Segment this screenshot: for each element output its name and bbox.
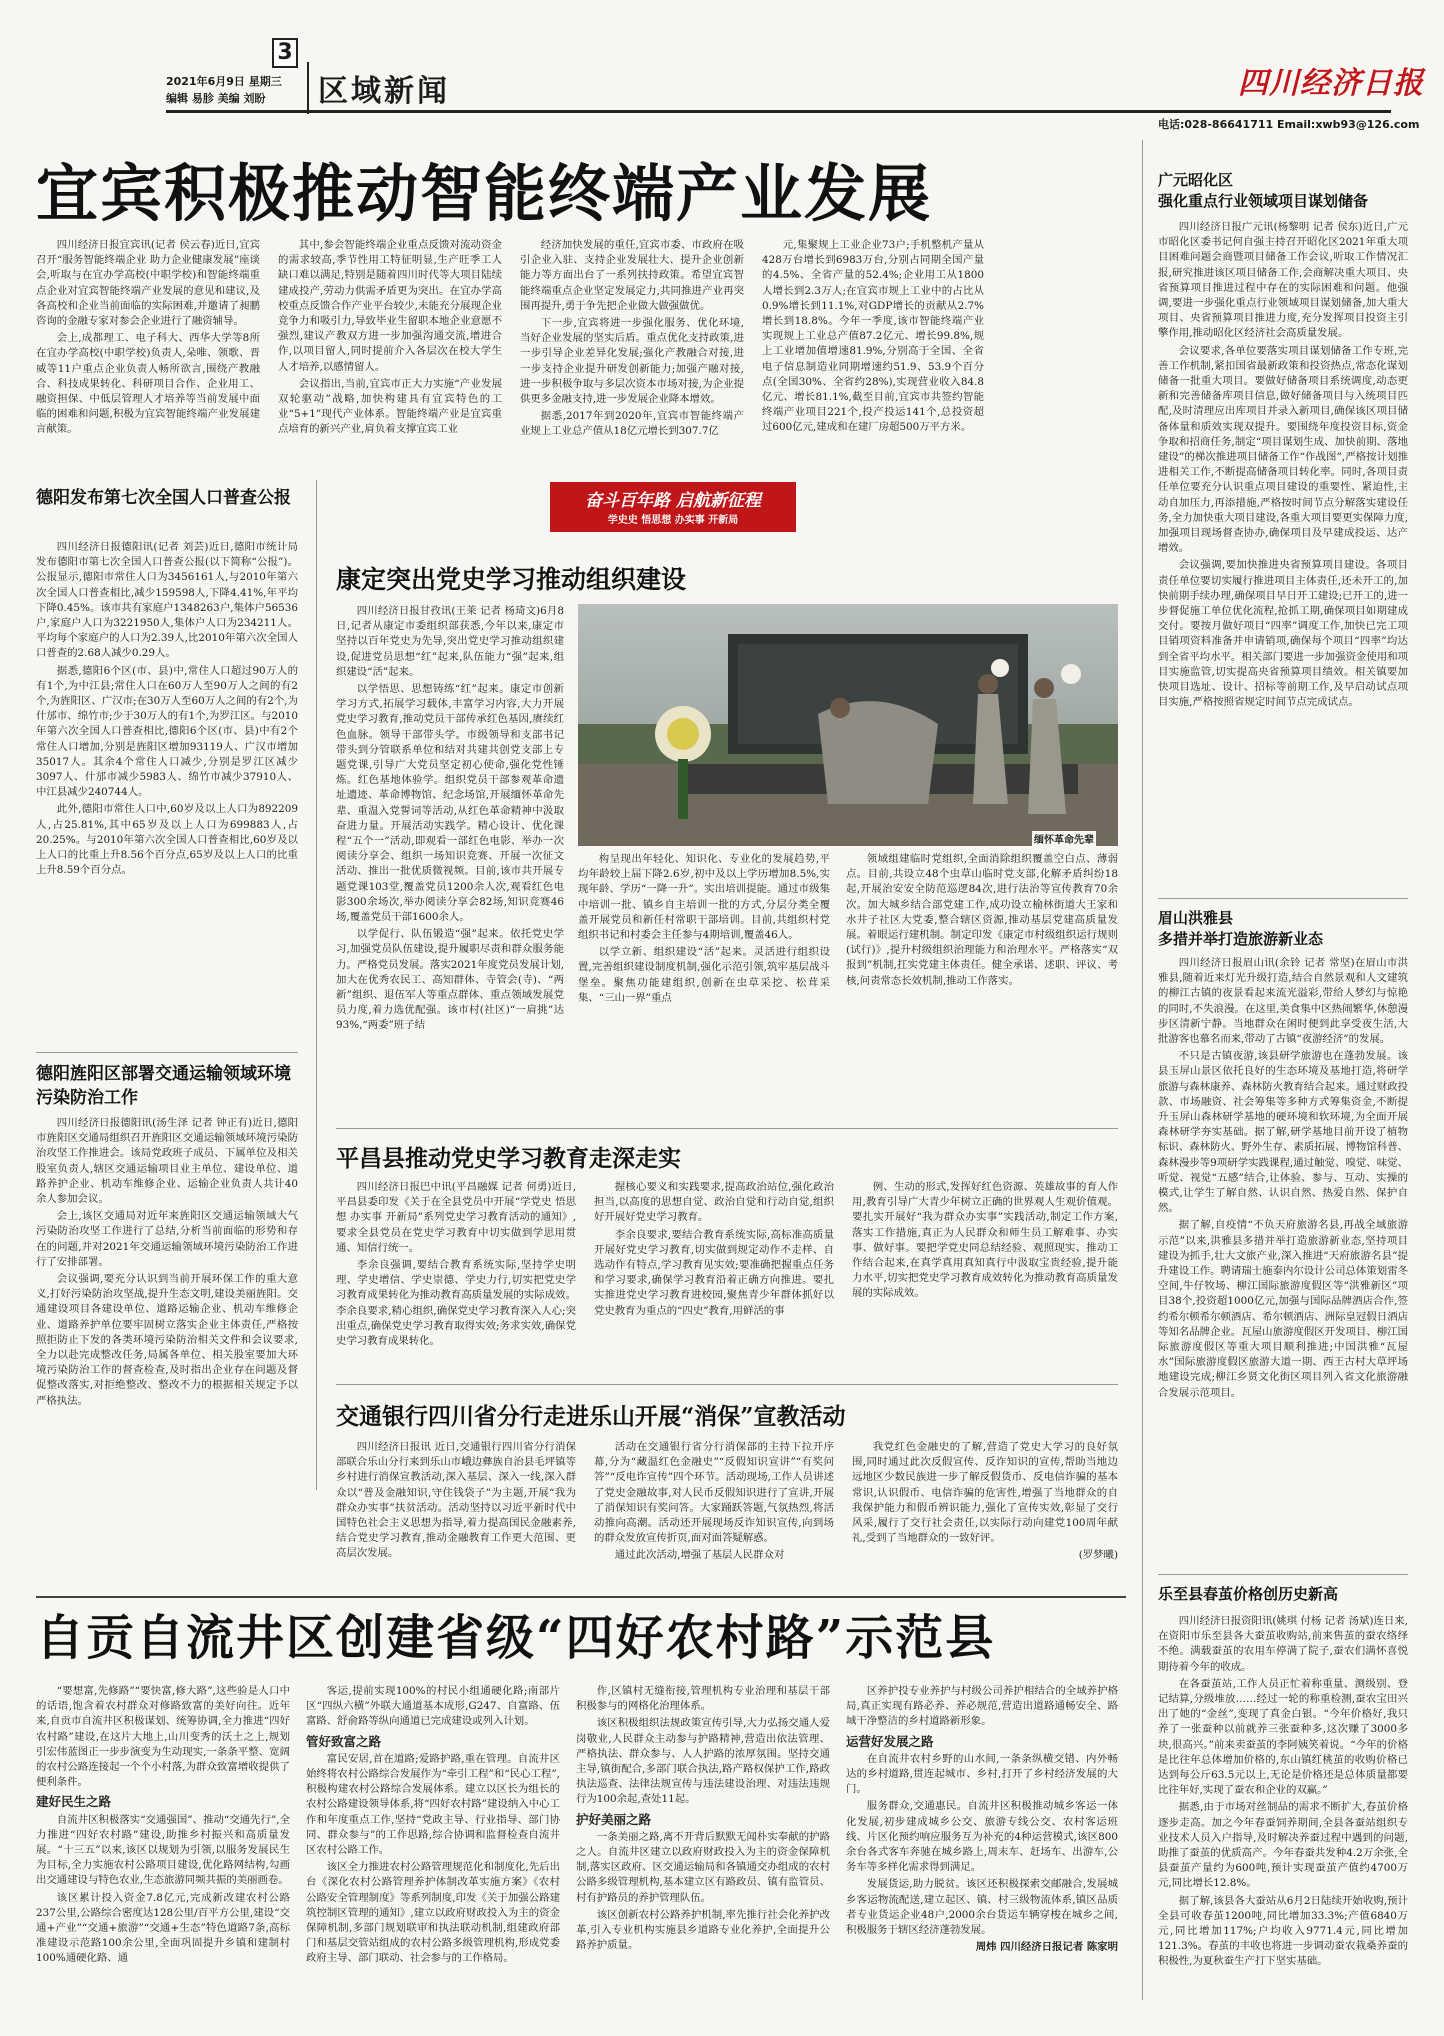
editor-line: 编辑 易胗 美编 刘盼 <box>166 92 266 105</box>
zigong-c2-p1: 客运,提前实现100%的村民小组通硬化路;南部片区“四纵六横”外联大通道基本成形,G247、自富路、伍富路、舒俞路等纵向通道已完成建设或列入计划。 <box>306 1685 560 1728</box>
zigong-col-1 <box>36 1684 290 2024</box>
pingchang-c3-p1: 例、生动的形式,发挥好红色资源、英雄故事的育人作用,教育引导广大青少年树立正确的世界观人生观价值观。要扎实开展好“我为群众办实事”实践活动,制定工作方案,落实工作措施,真正为人民群众和师生员工解难事、办实事、做好事。要把学党史同总结经验、观照现实、推动工作结合起来,在真学真用真知真行中汲取宝贵经验,提升能力水平,切实把党史学习教育成效转化为推动教育高质量发展的实际成效。 <box>852 1181 1118 1300</box>
jiaotong-col-1 <box>336 1440 576 1590</box>
leshan-headline: 乐至县春茧价格创历史新高 <box>1158 1585 1339 1603</box>
lead-c1-p1: 四川经济日报宜宾讯(记者 侯云春)近日,宜宾召开“服务智能终端企业 助力企业健康发展”座谈会,听取与在宜办学高校(中职学校)和智能终端重点企业对宜宾智能终端产业发展的意见和建议,及各高校和企业当前面临的实际困难,并邀请了昶鹏咨询的金融专家对参会企业进行了融资辅导。 <box>36 239 260 328</box>
leshan-p2: 在各蚕茧站,工作人员正忙着称重量、测级别、登记结算,分级堆放……经过一轮的称重检测,蚕农宝田兴出了她的“金丝”,变现了真金白银。“今年价格好,我只养了一张蚕种以前就养三张蚕种多,这次赚了3000多块,很高兴。”前来卖蚕茧的李阿姨笑着说。“今年的价格是比往年总体增加价格的,东山镇红桃茧的收购价格已达到每公斤63.5元以上,无论是价格还是总体质量都要比往年好,实现了蚕农和企业的双赢。” <box>1158 1677 1408 1797</box>
divider-meishan <box>1158 1574 1408 1575</box>
deyang-p1: 四川经济日报德阳讯(记者 刘芸)近日,德阳市统计局发布德阳市第七次全国人口普查公报(以下简称“公报”)。公报显示,德阳市常住人口为3456161人,与2010年第六次全国人口普查相比,减少159598人,下降4.41%,年平均下降0.45%。该市共有家庭户1348263户,集体户56536户,家庭户人口为3221950人,集体户人口为234211人。平均每个家庭户的人口为2.39人,比2010年第六次全国人口普查的2.68人减少0.29人。 <box>36 541 298 660</box>
pingchang-col-2 <box>594 1180 834 1380</box>
masthead-rule <box>166 110 1391 113</box>
zigong-c3-p4: 该区创新农村公路养护机制,率先推行社会化养护改革,引入专业机构实施县乡道路专业化养护,全面提升公路养护质量。 <box>576 1908 830 1952</box>
zigong-c3-p1: 作,区镇村无缝衔接,管理机构专业治理和基层干部积极参与的网格化治理体系。 <box>576 1685 830 1713</box>
deyang-p3: 此外,德阳市常住人口中,60岁及以上人口为892209人,占25.81%,其中65岁及以上人口为699883人,占20.25%。与2010年第六次全国人口普查相比,60岁及以上人口的比重上升8.56个百分点,65岁及以上人口的比重上升8.59个百分点。 <box>36 803 298 877</box>
meishan-p2: 不只是古镇夜游,该县研学旅游也在蓬勃发展。该县玉屏山景区依托良好的生态环境及基地打造,将研学旅游与森林康养、森林防火教育结合起来。通过财政投款、市场融资、社会筹集等多种方式筹集资金,不断提升玉屏山森林研学基地的硬环境和软环境,为全面开展森林研学夯实基础。据了解,研学基地目前开设了植物标识、森林防火、野外生存、素质拓展、博物馆科普、森林漫步等9项研学实践课程,通过触觉、嗅觉、味觉、听觉、视觉“五感”结合,让体验、参与、互动、实操的模式,让学生了解自然、认识自然、热爱自然、保护自然。 <box>1158 1050 1408 1215</box>
zigong-col-4 <box>846 1684 1118 2024</box>
kangding-c3-p1: 领域组建临时党组织,全面消除组织覆盖空白点、薄弱点。目前,共设立48个虫草山临时党支部,化解矛盾纠纷18起,开展治安安全防范巡逻84次,进行法治等宣传教育70余次。加大城乡结合部党建工作,成功设立榆林街道大王家和水井子社区大党委,整合辖区资源,推动基层党建高质量发展。着眼运行建机制。制定印发《康定市村级组织运行规则(试行)》,提升村级组织治理能力和治理水平。严格落实“双报到”机制,扛实党建主体责任。健全承诺、述职、评议、考核,问责常态长效机制,推动工作落实。 <box>846 853 1118 987</box>
pingchang-headline: 平昌县推动党史学习教育走深走实 <box>336 1145 681 1172</box>
zigong-c4-byline: 周炜 四川经济日报记者 陈家明 <box>975 1941 1118 1954</box>
leshan-p3: 据悉,由于市场对丝制品的需求不断扩大,春茧价格逐步走高。加之今年春蚕饲养期间,全县各蚕站组织专业技术人员入户指导,及时解决养蚕过程中遇到的问题,助推了蚕茧的优质高产。今年春蚕共发种4.2万余张,全县蚕茧产量约为600吨,预计实现蚕茧产值约4700万元,同比增长12.8%。 <box>1158 1801 1408 1890</box>
jingyang-p2: 会上,该区交通局对近年来旌阳区交通运输领域大气污染防治攻坚工作进行了总结,分析当前面临的形势和存在的问题,并对2021年交通运输领域环境污染防治工作进行了安排部署。 <box>36 1210 298 1268</box>
guangyuan-body <box>1158 220 1408 892</box>
lead-c3-p2: 下一步,宜宾将进一步强化服务、优化环境,当好企业发展的坚实后盾。重点优化支持政策,进一步引导企业差异化发展;强化产教融合对接,进一步支持企业提升研发创新能力;加强产融对接,进一步积极争取与多层次资本市场对接,为企业提供更多金融支持,进一步发展企业降本增效。 <box>520 317 744 406</box>
leshan-p1: 四川经济日报资阳讯(姚琪 付杨 记者 汤斌)连日来,在资阳市乐至县各大蚕茧收购站,前来售茧的蚕农络绎不绝。满载蚕茧的农用车停满了院子,蚕农们满怀喜悦期待着今年的收成。 <box>1158 1615 1408 1673</box>
deyang-p2: 据悉,德阳6个区(市、县)中,常住人口超过90万人的有1个,为中江县;常住人口在60万人至90万人之间的有2个,为旌阳区、广汉市;在30万人至60万人之间的有2个,为什邡市、绵竹市;少于30万人的有1个,为罗江区。与2010年第六次全国人口普查相比,德阳6个区(市、县)中有2个常住人口增加,分别是旌阳区增加93119人、广汉市增加35017人。其余4个常住人口减少,分别是罗江区减少3097人、什邡市减少5983人、绵竹市减少37910人、中江县减少240744人。 <box>36 664 298 799</box>
guangyuan-headline: 广元昭化区 强化重点行业领域项目谋划储备 <box>1158 171 1369 210</box>
kangding-col-2 <box>578 852 830 1124</box>
page-number: 3 <box>277 40 293 65</box>
kangding-c2-p2: 以学立新、组织建设“活”起来。灵活进行组织设置,完善组织建设制度机制,强化示范引领,筑牢基层战斗堡垒。聚焦功能建组织,创新在虫草采挖、松茸采集、“三山一界”重点 <box>578 946 830 1004</box>
jiaotong-c2-p2: 通过此次活动,增强了基层人民群众对 <box>614 1549 785 1562</box>
zigong-headline: 自贡自流井区创建省级“四好农村路”示范县 <box>36 1610 996 1666</box>
lead-headline: 宜宾积极推动智能终端产业发展 <box>36 157 933 230</box>
lead-c1-p2: 会上,成都理工、电子科大、西华大学等8所在宜办学高校(中职学校)负责人,朵唯、领歌、晋威等11户重点企业负责人畅所欲言,围绕产教融合、科技成果转化、科研项目合作、企业用工、融资担保、中低层管理人才培养等当前发展中面临的困难和问题,积极为宜宾智能终端产业发展建言献策。 <box>36 332 260 436</box>
guangyuan-p1: 四川经济日报广元讯(杨黎明 记者 侯东)近日,广元市昭化区委书记何自强主持召开昭化区2021年重大项目困难问题会商暨项目储备工作会议,听取工作情况汇报,研究推进该区项目储备工作,会商解决重大项目、央省预算项目推进过程中存在的实际困难和问题。他强调,要进一步强化重点行业领域项目谋划储备,加大重大项目、央省预算项目推进力度,充分发挥项目投资主引擎作用,推动昭化区经济社会高质量发展。 <box>1158 221 1408 340</box>
banner-title: 奋斗百年路 启航新征程 <box>585 491 761 511</box>
jiaotong-col-3 <box>852 1440 1118 1590</box>
zigong-subhead-2: 管好致富之路 <box>306 1733 382 1749</box>
zigong-subhead-1: 建好民生之路 <box>36 1794 112 1810</box>
zigong-subhead-4: 运营好发展之路 <box>846 1733 934 1749</box>
jiaotong-c2-p1: 活动在交通银行省分行消保部的主持下拉开序幕,分为“藏温红色金融史”“反假知识宣讲”“有奖问答”“反电诈宣传”四个环节。活动现场,工作人员讲述了党史金融故事,对人民币反假知识进行了宣讲,开展了消保知识有奖问答。大家踊跃答题,气氛热烈,将活动推向高潮。活动还开展现场反诈知识宣传,向到场的群众发放宣传折页,面对面答疑解惑。 <box>594 1441 834 1545</box>
leshan-p4: 据了解,该县各大蚕站从6月2日陆续开始收购,预计全县可收春茧1200吨,同比增加33.3%;产值6840万元,同比增加117%;户均收入9771.4元,同比增加121.3%。春茧的丰收也将进一步调动蚕农栽桑养蚕的积极性,为夏秋蚕生产打下坚实基础。 <box>1158 1894 1408 1968</box>
deyang-headline: 德阳发布第七次全国人口普查公报 <box>36 488 291 508</box>
zigong-col-2 <box>306 1684 560 2024</box>
kangding-c1-p2: 以学悟思、思想铸练“红”起来。康定市创新学习方式,拓展学习载体,丰富学习内容,大力开展党史学习教育,推动党员干部传承红色基因,赓续红色血脉。领导干部带头学。市级领导和支部书记带头到分管联系单位和结对共建共创党支部上专题党课,引导广大党员坚定初心使命,强化党性锤炼。红色基地体验学。组织党员干部参观革命遗址遗迹、革命博物馆、纪念场馆,开展缅怀革命先辈、重温入党誓词等活动,从红色革命精神中汲取奋进力量。开展活动实践学。精心设计、优化课程“五个一”活动,即观看一部红色电影、举办一次阅读分享会、组织一场知识竞赛、开展一次征文活动、推出一批优质微视频。目前,该市共开展专题党课103堂,覆盖党员1200余人次,观看红色电影300余场次,举办阅读分享会82场,知识竞赛46场,覆盖党员干部1600余人。 <box>336 683 564 924</box>
lead-c2-p2: 会议指出,当前,宜宾市正大力实施“产业发展 双轮驱动”战略,加快构建具有宜宾特色的工业“5+1”现代产业体系。智能终端产业是宜宾重点培育的新兴产业,肩负着支撑宜宾工业 <box>278 377 502 436</box>
jingyang-headline: 德阳旌阳区部署交通运输领域环境污染防治工作 <box>36 1064 291 1108</box>
deyang-body <box>36 540 298 1040</box>
banner-subtitle: 学史史 悟思想 办实事 开新局 <box>607 515 739 526</box>
divider-deyang <box>36 1052 298 1053</box>
divider-zigong <box>36 1596 1126 1598</box>
paper-logo: 四川经济日报 <box>1238 66 1424 101</box>
kangding-headline: 康定突出党史学习推动组织建设 <box>336 565 687 594</box>
zigong-c1-p1: “要想富,先修路”“要快富,修大路”,这些验是人口中的话语,饱含着农村群众对修路致富的美好向往。近年来,自贡市自流井区积极谋划、统筹协调,全力推进“四好农村路”建设,在这片大地上,山川变秀的沃土之上,规划引宏伟蓝图正一步步演变为生动现实,一条条平整、宽阔的农村公路连接起一个个小村落,为群众致富增收提供了便利条件。 <box>36 1685 290 1789</box>
zigong-c4-p3: 服务群众,交通惠民。自流井区积极推动城乡客运一体化发展,初步建成城乡公交、旅游专线公交、农村客运班线、片区化预约响应服务互为补充的4种运营模式,该区800余台各式客车奔驰在城乡路上,周末车、赶场车、出游车,公务车等多样化需求得到满足。 <box>846 1800 1118 1874</box>
divider-left-column <box>316 480 317 1490</box>
zigong-c3-p2: 该区积极组织法规政策宣传引导,大力弘扬交通人爱岗敬业,人民群众主动参与护路精神,营造出依法管理、严格执法、群众参与、人人护路的浓厚氛围。坚持交通主导,镇街配合,多部门联合执法,路产路权保护工作,路政执法巡查、法律法规宣传与违法建设治理、对违法违规行为100余起,查处11起。 <box>576 1717 830 1806</box>
guangyuan-p2: 会议要求,各单位要落实项目谋划储备工作专班,完善工作机制,紧扣国省最新政策和投资热点,常态化谋划储备一批重大项目。要做好储备项目系统调度,动态更新和完善储备库项目信息,做好储备项目与入统项目匹配,及时清理应出库项目并录入新项目,确保该区项目储备体量和质效实现双提升。要围绕年度投资目标,资金争取和招商任务,制定“项目谋划生成、加快前期、落地建设”的梯次推进项目储备工作“作战图”,严格按计划推进相关工作,不断提高储备项目转化率。同时,各项目责任单位要充分认识重点项目建设的重要性、紧迫性,主动自加压力,再添措施,严格按时间节点分解落实建设任务,全力加快重大项目建设,各重大项目要更实保障力度,加强项目现场督查协办,确保项目及早建成投运、达产增效。 <box>1158 344 1408 555</box>
zigong-c2-p2: 富民安居,首在道路;爱路护路,重在管理。自流井区始终将农村公路综合发展作为“牵引工程”和“民心工程”,积极构建农村公路综合发展体系。建立以区长为组长的农村公路建设领导体系,将“四好农村路”建设纳入中心工作和年度重点工作,坚持“党政主导、行业指导、部门协同、群众参与”的工作思路,综合协调和监督检查自流井区农村公路工作。 <box>306 1752 560 1857</box>
masthead-divider <box>307 62 309 114</box>
jiaotong-headline: 交通银行四川省分行走进乐山开展“消保”宣教活动 <box>336 1403 846 1430</box>
lead-c4-p1: 元,集聚规上工业企业73户;手机整机产量从428万台增长到6983万台,分别占同期全国产量的4.5%、全省产量的52.4%;企业用工从1800人增长到2.3万人;在宜宾市规上工业中的占比从0.9%增长到11.1%,对GDP增长的贡献从2.7%增长到18.8%。今年一季度,该市智能终端产业实现规上工业总产值87.2亿元、增长99.8%,规上工业增加值增速81.9%,分别高于全国、全省电子信息制造业同期增速约51.9、53.9个百分点(全国30%、全省约28%),实现营业收入84.8亿元、增长81.1%,截至目前,宜宾市共签约智能终端产业项目221个,投产投运141个,总投资超过600亿元,建成和在建厂房超500万平方米。 <box>762 239 984 434</box>
lead-col-3 <box>520 238 744 470</box>
divider-sidebar <box>1142 140 1143 2000</box>
divider-kangding <box>336 1128 1118 1129</box>
zigong-c4-p4: 发展货运,助力脱贫。该区还积极探索交邮融合,发展城乡客运物流配送,建立起区、镇、村三级物流体系,镇区品质者专业货运企业48户,2000余台货运车辆穿梭在城乡之间,积极服务于辖区经济蓬勃发展。 <box>846 1878 1118 1937</box>
meishan-headline: 眉山洪雅县 多措并举打造旅游新业态 <box>1158 909 1324 948</box>
jingyang-p3: 会议强调,要充分认识到当前开展环保工作的重大意义,打好污染防治攻坚战,提升生态文明,建设美丽旌阳。交通建设项目各建设单位、道路运输企业、机动车维修企业、道路养护单位要牢固树立落实企业主体责任,严格按照拒防止下发的各类环境污染防治相关文件和会议要求,全力以赴完成整改任务,局属各单位、相关股室要加大环境污染防治工作的督查检查,及时指出企业存在问题及督促整改落实,对拒绝整改、整改不力的根据相关规定予以严格执法。 <box>36 1273 298 1407</box>
meishan-p1: 四川经济日报眉山讯(余铃 记者 常坚)在眉山市洪雅县,随着近来灯光升级打造,结合自然景观和人文建筑的柳江古镇的夜景看起来流光溢彩,带给人梦幻与惊艳的同时,不失浪漫。在这里,美食集中区热闹繁华,休憩漫步区清新宁静。当地群众在闲时便到此享受夜生活,大批游客也慕名而来,带动了古镇“夜游经济”的发展。 <box>1158 957 1408 1046</box>
jingyang-p1: 四川经济日报德阳讯(汤生泽 记者 钟正有)近日,德阳市旌阳区交通局组织召开旌阳区交通运输领域环境污染防治攻坚工作推进会。该局党政班子成员、下属单位及相关股室负责人,辖区交通运输项目业主单位、建设单位、道路养护企业、机动车维修企业、运输企业负责人共计40余人参加会议。 <box>36 1117 298 1206</box>
kangding-photo-caption: 缅怀革命先辈 <box>1032 831 1096 846</box>
kangding-col-3 <box>846 852 1118 1124</box>
lead-c2-p1: 其中,参会智能终端企业重点反馈对流动资金的需求较高,季节性用工特征明显,生产旺季工人缺口难以满足,特别是随着四川时代等大项目陆续建成投产,劳动力供需矛盾更为突出。在宜办学高校重点反馈合作产业平台较少,未能充分展现企业竞争力和吸引力,导致毕业生留职本地企业意愿不强烈,建议产教双方进一步加强沟通交流,增进合作,以项目留人,同时提前介入各层次在校大学生人才培养,以感情留人。 <box>278 239 502 373</box>
divider-pingchang <box>336 1384 1118 1385</box>
lead-col-4 <box>762 238 984 470</box>
kangding-c1-p1: 四川经济日报甘孜讯(王莱 记者 杨琦文)6月8日,记者从康定市委组织部获悉,今年以来,康定市坚持以百年党史为先导,突出党史学习推动组织建设,促进党员思想“红”起来,队伍能力“强”起来,组织建设“活”起来。 <box>336 605 564 678</box>
zigong-c3-p3: 一条美丽之路,离不开背后默默无闻朴实奉献的护路之人。自流井区建立以政府财政投入为主的资金保障机制,落实区政府、区交通运输局和各镇通交办组成的农村公路多级管理机构,基本建立区有路政员、镇有监管员、村有护路员的养护管理队伍。 <box>576 1830 830 1904</box>
lead-col-1 <box>36 238 260 470</box>
pingchang-c2-p1: 握核心要义和实践要求,提高政治站位,强化政治担当,以高度的思想自觉、政治自觉和行动自觉,组织好开展好党史学习教育。 <box>594 1181 834 1224</box>
zigong-c2-p3: 该区全力推进农村公路管理规范化和制度化,先后出台《深化农村公路管理养护体制改革实施方案》《农村公路安全管理制度》等系列制度,印发《关于加强公路建筑控制区管理的通知》,建立以政府财政投入为主的资金保障机制,多部门规划联审和执法联动机制,组建政府部门和基层交管站组成的农村公路多级管理机构,形成党委政府主导、部门联动、社会参与的工作格局。 <box>306 1861 560 1965</box>
zigong-c1-p2: 自流井区积极落实“交通强国”、推动“交通先行”,全力推进“四好农村路”建设,助推乡村振兴和高质量发展。“十三五”以来,该区以规划为引领,以服务发展民生为目标,全力实施农村公路项目建设,优化路网结构,勾画出交通建设与特色农业,生态旅游同频共振的美丽画卷。 <box>36 1813 290 1887</box>
kangding-c2-p1: 构呈现出年轻化、知识化、专业化的发展趋势,平均年龄较上届下降2.6岁,初中及以上学历增加8.5%,实现年龄、学历“一降一升”。实出培训提能。通过市级集中培训一批、镇乡自主培训一批的方式,分层分类全覆盖开展党员和新任村常职干部培训。目前,共组织村党组织书记和村委会主任参与4期培训,覆盖46人。 <box>578 853 830 942</box>
section-name: 区域新闻 <box>318 74 450 109</box>
jiaotong-c1-p1: 四川经济日报讯 近日,交通银行四川省分行消保部联合乐山分行来到乐山市峨边彝族自治县毛坪镇等乡村进行消保宣教活动,深入基层、深入一线,深入群众以“普及金融知识,守住钱袋子”为主题,开展“我为群众办实事”扶贫活动。活动坚持以习近平新时代中国特色社会主义思想为指导,着力提高国民金融素养,结合党史学习教育,推动金融教育工作更大范围、更高层次发展。 <box>336 1441 576 1560</box>
kangding-photo <box>578 604 1118 846</box>
date-line: 2021年6月9日 星期三 <box>166 75 282 88</box>
guangyuan-p3: 会议强调,要加快推进央省预算项目建设。各项目责任单位要切实履行推进项目主体责任,还未开工的,加快前期手续办理,确保项目早日开工建设;已开工的,进一步督促施工单位优化流程,抢抓工期,确保项目如期建成交付。要按月做好项目“四率”调度工作,加快已完工项目销项资料准备并申请销项,确保每个项目“四率”均达到全省平均水平。相关部门要进一步加强资金使用和项目实施监管,切实提高央省预算项目绩效。相关镇要加快项目选址、设计、招标等前期工作,及早启动试点项目实施,严格按照省规定时间节点完成试点。 <box>1158 559 1408 709</box>
jiaotong-col-2 <box>594 1440 834 1590</box>
jiaotong-c3-p1: 我党红色金融史的了解,营造了党史大学习的良好氛围,同时通过此次反假宣传、反诈知识的宣传,帮助当地边远地区少数民族进一步了解反假货币、反电信诈骗的基本常识,认识假币、电信诈骗的危害性,增强了当地群众的自我保护能力和假币辨识能力,强化了宣传实效,彰显了交行风采,履行了交行社会责任,以实际行动向建党100周年献礼,受到了当地群众的一致好评。 <box>852 1441 1118 1545</box>
pingchang-c1-p1: 四川经济日报巴中讯(平昌融媒 记者 何勇)近日,平昌县委印发《关于在全县党员中开展“学党史 悟思想 办实事 开新局”系列党史学习教育活动的通知》,要求全县党员在党史学习教育中切实做到学思用贯通、知信行统一。 <box>336 1181 576 1254</box>
kangding-col-1 <box>336 604 564 1124</box>
jiaotong-c3-byline: (罗梦曦) <box>1078 1549 1118 1562</box>
pingchang-c2-p2: 李余良要求,要结合教育系统实际,高标准高质量开展好党史学习教育,切实做到规定动作不走样、自选动作有特点,学习教育见实效;要准确把握重点任务和学习要求,确保学习教育沿着正确方向推进。要扎实推进党史学习教育进校园,聚焦青少年群体抓好以党史教育为重点的“四史”教育,用鲜活的事 <box>594 1228 834 1317</box>
zigong-col-3 <box>576 1684 830 2024</box>
pingchang-col-3 <box>852 1180 1118 1380</box>
meishan-body <box>1158 956 1408 1568</box>
lead-col-2 <box>278 238 502 470</box>
zigong-c4-p2: 在自流井农村乡野的山水间,一条条纵横交错、内外畅达的乡村道路,贯连起城市、乡村,打开了乡村经济发展的大门。 <box>846 1752 1118 1796</box>
lead-c3-p1: 经济加快发展的重任,宜宾市委、市政府在吸引企业入驻、支持企业发展壮大、提升企业创新能力等方面出台了一系列扶持政策。希望宜宾智能终端重点企业坚定发展定力,共同推进产业再突围再提升,勇于争先把企业做大做强做优。 <box>520 239 744 312</box>
zigong-c4-p1: 区养护投专业养护与村级公司养护相结合的全域养护格局,真正实现有路必养、养必规范,营造出道路通畅安全、路域干净整洁的乡村道路新形象。 <box>846 1685 1118 1728</box>
meishan-p3: 据了解,自疫情“不负天府旅游名县,再战全域旅游示范”以来,洪雅县多措并举打造旅游新业态,坚持项目建设为抓手,壮大文旅产业,深入推进“天府旅游名县”提升建设工作。聘请瑞士施泰内尔设计公司总体策划雷冬空间,牛仔牧场、柳江国际旅游度假区等“洪雅新区”项目38个,投资超1000亿元,加强与国际品牌酒店合作,签约希尔顿希尔顿酒店、希尔顿酒店、洲际皇冠假日酒店等知名品牌企业。瓦屋山旅游度假区开发项目、柳江国际旅游度假区等重大项目顺利推进;中国洪雅“瓦屋水”国际旅游度假区旅游大道一期、西王古村大草坪场地建设完成;柳江乡贤文化街区项目列入省文化旅游融合发展示范项目。 <box>1158 1219 1408 1399</box>
lead-c3-p3: 据悉,2017年到2020年,宜宾市智能终端产业规上工业总产值从18亿元增长到307.7亿 <box>520 410 744 438</box>
pingchang-c1-p2: 李余良强调,要结合教育系统实际,坚持学史明理、学史增信、学史崇德、学史力行,切实把党史学习教育成果转化为推动教育高质量发展的实际成效。李余良要求,精心组织,确保党史学习教育深入人心;突出重点,确保党史学习教育取得实效;务求实效,确保党史学习教育成果转化。 <box>336 1259 576 1348</box>
contact-line: 电话:028-86641711 Email:xwb93@126.com <box>1158 118 1420 131</box>
jingyang-body <box>36 1116 298 1488</box>
zigong-c1-p3: 该区累计投入资金7.8亿元,完成新改建农村公路237公里,公路综合密度达128公里/百平方公里,建设“交通+产业”“交通+旅游”“交通+生态”特色道路7条,高标准建设示范路100余公里,全面巩固提升乡镇和建制村100%通硬化路、通 <box>36 1891 290 1965</box>
leshan-body <box>1158 1614 1408 2026</box>
divider-guangyuan <box>1158 898 1408 899</box>
memorial-photo-illustration <box>578 604 1118 846</box>
kangding-c1-p3: 以学促行、队伍锻造“强”起来。依托党史学习,加强党员队伍建设,提升履职尽责和群众服务能力。严格党员发展。落实2021年度党员发展计划,加大在优秀农民工、高知群体、寺管会(寺)、“两新”组织、退伍军人等重点群体、重点领域发展党员力度,着力选优配强。该市村(社区)“一肩挑”达93%,“两委”班子结 <box>336 928 564 1032</box>
zigong-subhead-3: 护好美丽之路 <box>576 1811 652 1827</box>
pingchang-col-1 <box>336 1180 576 1380</box>
